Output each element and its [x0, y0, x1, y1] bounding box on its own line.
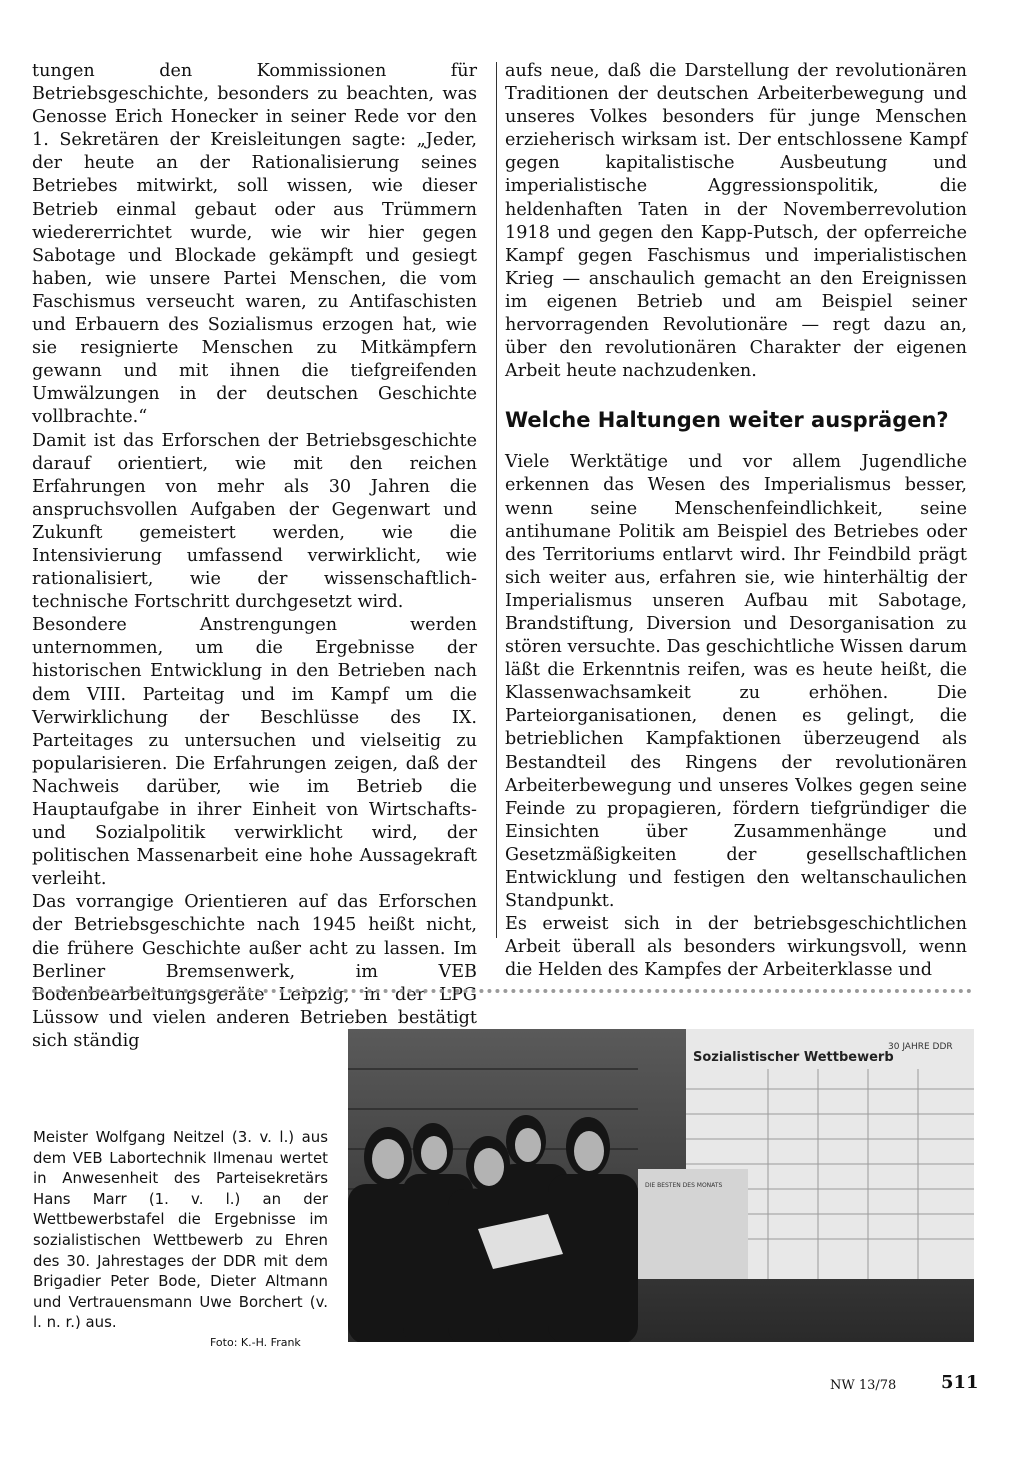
photo-caption: Meister Wolfgang Neitzel (3. v. l.) aus dem VEB Labortechnik Ilmenau wertet in Anwesenheit des Parteisekretärs Hans Marr (1. v. l.) an der Wettbewerbstafel die Ergebnisse im sozialistischen Wettbewerb zu Ehren des 30. Jahrestages der DDR mit dem Brigadier Peter Bode, Dieter Altmann und Vertrauensmann Uwe Borchert (v. l. n. r.) aus.: [33, 1128, 328, 1332]
column-divider: [496, 62, 497, 938]
issue-label: NW 13/78: [830, 1378, 897, 1393]
photo-credit: Foto: K.-H. Frank: [210, 1336, 301, 1349]
right-paragraph-3: Es erweist sich in der betriebsgeschichtlichen Arbeit überall als besonders wirkungsvoll, wenn die Helden des Kampfes der Arbeiterklasse und: [505, 914, 967, 981]
right-paragraph-2: Viele Werktätige und vor allem Jugendliche erkennen das Wesen des Imperialismus besser, wenn seine Menschenfeindlichkeit, seine antihumane Politik am Beispiel des Betriebes oder des Territoriums entlarvt wird. Ihr Feindbild prägt sich weiter aus, erfahren sie, wie hinterhältig der Imperialismus unseren Aufbau mit Sabotage, Brandstiftung, Diversion und Desorganisation zu stören versuchte. Das geschichtliche Wissen darum läßt die Erkenntnis reifen, was es heute heißt, die Klassenwachsamkeit zu erhöhen. Die Parteiorganisationen, denen es gelingt, die betrieblichen Kampfaktionen überzeugend als Bestandteil des Ringens der revolutionären Arbeiterbewegung und unseres Volkes gegen seine Feinde zu propagieren, fördern tiefgründiger die Einsichten über Zusammenhänge und Gesetzmäßigkeiten der gesellschaftlichen Entwicklung und festigen den weltanschaulichen Standpunkt.: [505, 452, 967, 912]
left-paragraph-2: Damit ist das Erforschen der Betriebsgeschichte darauf orientiert, wie mit den reichen Erfahrungen von mehr als 30 Jahren die anspruchsvollen Aufgaben der Gegenwart und Zukunft gemeistert werden, wie die Intensivierung umfassend verwirklicht, wie rationalisiert, wie der wissenschaftlich-technische Fortschritt durchgesetzt wird.: [32, 430, 477, 613]
page-number: 511: [941, 1372, 979, 1393]
left-text-column: [32, 60, 477, 1053]
right-paragraph-1: aufs neue, daß die Darstellung der revolutionären Traditionen der deutschen Arbeiterbewegung und unseres Volkes besonders für junge Menschen erzieherisch wirksam ist. Der entschlossene Kampf gegen kapitalistische Ausbeutung und imperialistische Aggressionspolitik, die heldenhaften Taten in der Novemberrevolution 1918 und gegen den Kapp-Putsch, der opferreiche Kampf gegen Faschismus und imperialistischen Krieg — anschaulich gemacht an den Ereignissen im eigenen Betrieb und am Beispiel seiner hervorragenden Revolutionäre — regt dazu an, über den revolutionären Charakter der eigenen Arbeit heute nachzudenken.: [505, 61, 967, 382]
board-subtitle: 30 JAHRE DDR: [888, 1042, 953, 1052]
right-text-column: [505, 60, 967, 982]
board-title: Sozialistischer Wettbewerb: [693, 1050, 894, 1065]
section-separator: [32, 989, 972, 993]
left-paragraph-3: Besondere Anstrengungen werden unternommen, um die Ergebnisse der historischen Entwicklung in den Betrieben nach dem VIII. Parteitag und im Kampf um die Verwirklichung der Beschlüsse des IX. Parteitages zu untersuchen und vielseitig zu popularisieren. Die Erfahrungen zeigen, daß der Nachweis darüber, wie im Betrieb die Hauptaufgabe in ihrer Einheit von Wirtschafts- und Sozialpolitik verwirklicht wird, der politischen Massenarbeit eine hohe Aussagekraft verleiht.: [32, 615, 477, 890]
photo-illustration: [348, 1029, 974, 1342]
left-paragraph-4: Das vorrangige Orientieren auf das Erforschen der Betriebsgeschichte nach 1945 heißt nicht, die frühere Geschichte außer acht zu lassen. Im Berliner Bremsenwerk, im VEB Bodenbearbeitungsgeräte Leipzig, in der LPG Lüssow und vielen anderen Betrieben bestätigt sich ständig: [32, 892, 477, 1051]
section-heading: Welche Haltungen weiter ausprägen?: [505, 408, 949, 433]
small-board-label: DIE BESTEN DES MONATS: [645, 1182, 723, 1189]
news-photo: [348, 1029, 974, 1342]
left-paragraph-1: tungen den Kommissionen für Betriebsgeschichte, besonders zu beachten, was Genosse Erich Honecker in seiner Rede vor den 1. Sekretären der Kreisleitungen sagte: „Jeder, der heute an der Rationalisierung seines Betriebes mitwirkt, soll wissen, wie dieser Betrieb einmal gebaut oder aus Trümmern wiedererrichtet wurde, wie wir hier gegen Sabotage und Blockade gekämpft und gesiegt haben, wie unsere Partei Menschen, die vom Faschismus verseucht waren, zu Antifaschisten und Erbauern des Sozialismus erzogen hat, wie sie resignierte Menschen zu Mitkämpfern gewann und mit ihnen die tiefgreifenden Umwälzungen in der deutschen Geschichte vollbrachte.“: [32, 61, 477, 428]
